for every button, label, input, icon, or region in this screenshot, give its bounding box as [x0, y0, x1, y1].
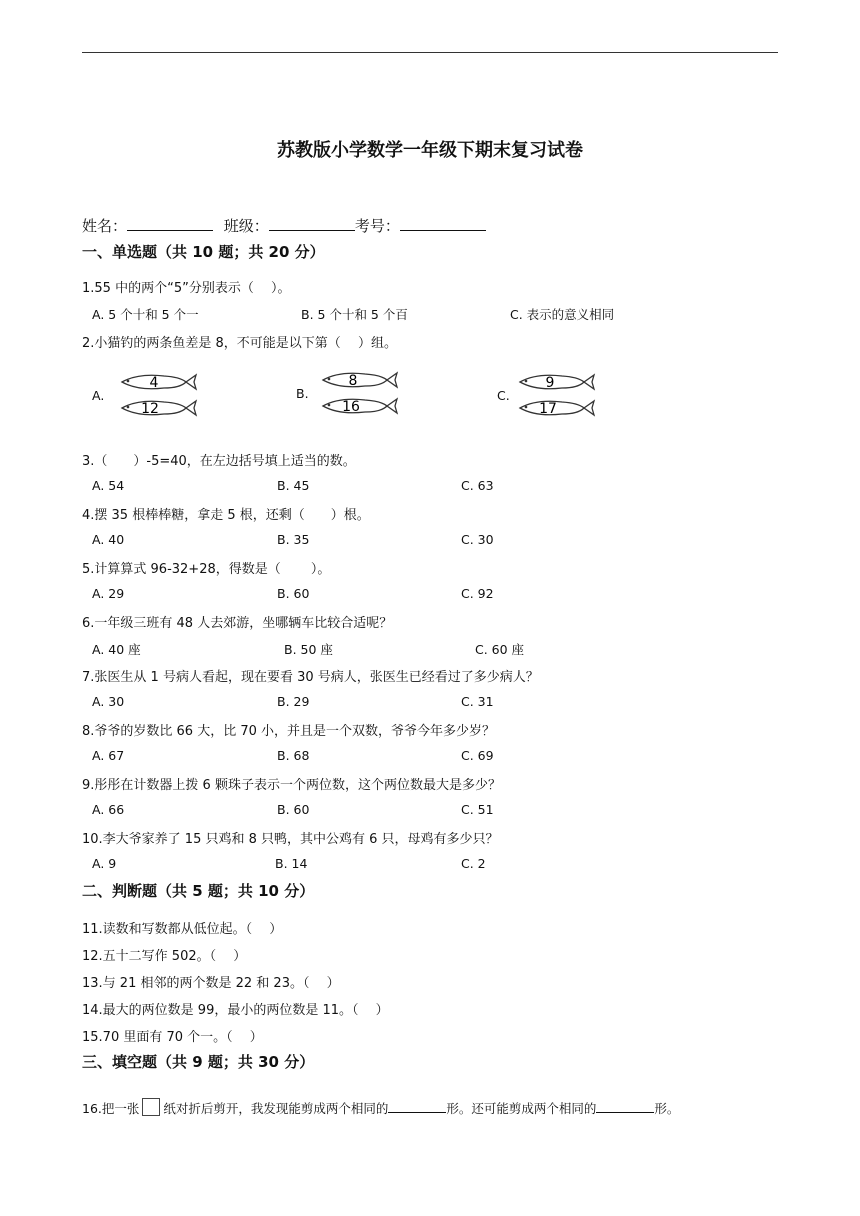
q16-text: 形。 [654, 1101, 680, 1116]
fish-number: 9 [545, 375, 555, 391]
question-text: 3.（ ）-5=40，在左边括号填上适当的数。 [82, 454, 356, 469]
fish-icon [516, 372, 596, 392]
question-text: 5.计算算式 96-32+28，得数是（ ）。 [82, 562, 331, 577]
question-text: 8.爷爷的岁数比 66 大，比 70 小，并且是一个双数，爷爷今年多少岁？ [82, 724, 496, 739]
option-c: C. 63 [461, 478, 494, 493]
answer-blank[interactable] [596, 1098, 654, 1113]
q16-text: 16.把一张 [82, 1101, 140, 1116]
option-c: C. 31 [461, 694, 494, 709]
option-a: A. 40 座 [92, 642, 141, 657]
fish-icon [516, 398, 596, 418]
fish-option-a [92, 372, 198, 418]
square-paper-icon [142, 1098, 160, 1116]
option-b: B. 5 个十和 5 个百 [301, 307, 408, 322]
option-c: C. [497, 387, 510, 403]
fish-number: 4 [149, 375, 159, 391]
question-text: 7.张医生从 1 号病人看起，现在要看 30 号病人，张医生已经看过了多少病人？ [82, 670, 539, 685]
option-a: A. [92, 387, 105, 403]
option-a: A. 67 [92, 748, 125, 763]
fish-icon [118, 398, 198, 418]
option-a: A. 29 [92, 586, 125, 601]
option-a: A. 66 [92, 802, 125, 817]
header-rule [82, 52, 778, 53]
q16-text: 形。还可能剪成两个相同的 [446, 1101, 597, 1116]
question-text: 15.70 里面有 70 个一。（ ） [82, 1030, 263, 1045]
question-text [82, 1098, 679, 1117]
fish-number: 8 [348, 373, 358, 389]
option-c: C. 表示的意义相同 [510, 307, 615, 322]
option-b: B. [296, 385, 309, 401]
option-b: B. 60 [277, 802, 310, 817]
question-text: 9.彤彤在计数器上拨 6 颗珠子表示一个两位数，这个两位数最大是多少？ [82, 778, 501, 793]
option-a: A. 5 个十和 5 个一 [92, 307, 199, 322]
option-c: C. 30 [461, 532, 494, 547]
option-c: C. 60 座 [475, 642, 525, 657]
option-c: C. 92 [461, 586, 494, 601]
section-title: 二、判断题（共 5 题；共 10 分） [82, 882, 315, 900]
fish-number: 12 [141, 401, 160, 417]
question-text: 14.最大的两位数是 99，最小的两位数是 11。（ ） [82, 1003, 389, 1018]
fish-option-b [296, 370, 399, 416]
q16-text: 纸对折后剪开，我发现能剪成两个相同的 [163, 1101, 389, 1116]
fish-icon [319, 370, 399, 390]
question-text: 1.55 中的两个“5”分别表示（ ）。 [82, 281, 291, 296]
fish-icon [319, 396, 399, 416]
option-c: C. 2 [461, 856, 486, 871]
answer-blank[interactable] [388, 1098, 446, 1113]
section-title: 三、填空题（共 9 题；共 30 分） [82, 1053, 315, 1071]
id-label: 考号： [354, 217, 400, 235]
option-b: B. 14 [275, 856, 308, 871]
option-a: A. 9 [92, 856, 117, 871]
fish-option-c [497, 372, 596, 418]
id-blank[interactable] [400, 216, 486, 231]
name-blank[interactable] [127, 216, 213, 231]
option-a: A. 40 [92, 532, 125, 547]
option-b: B. 68 [277, 748, 310, 763]
question-text: 11.读数和写数都从低位起。（ ） [82, 922, 283, 937]
question-text: 2.小猫钓的两条鱼差是 8，不可能是以下第（ ）组。 [82, 336, 397, 351]
fish-number: 17 [538, 401, 557, 417]
page-title: 苏教版小学数学一年级下期末复习试卷 [277, 140, 583, 161]
fish-number: 16 [341, 399, 360, 415]
class-blank[interactable] [269, 216, 355, 231]
option-b: B. 50 座 [284, 642, 333, 657]
class-label: 班级： [223, 217, 269, 235]
option-b: B. 45 [277, 478, 310, 493]
option-a: A. 54 [92, 478, 125, 493]
question-text: 10.李大爷家养了 15 只鸡和 8 只鸭，其中公鸡有 6 只，母鸡有多少只？ [82, 832, 499, 847]
option-b: B. 60 [277, 586, 310, 601]
question-text: 6.一年级三班有 48 人去郊游，坐哪辆车比较合适呢？ [82, 616, 393, 631]
option-b: B. 29 [277, 694, 310, 709]
question-text: 4.摆 35 根棒棒糖，拿走 5 根，还剩（ ）根。 [82, 508, 370, 523]
section-title: 一、单选题（共 10 题；共 20 分） [82, 243, 325, 261]
question-text: 12.五十二写作 502。（ ） [82, 949, 247, 964]
question-text: 13.与 21 相邻的两个数是 22 和 23。（ ） [82, 976, 340, 991]
name-label: 姓名： [82, 217, 128, 235]
option-c: C. 51 [461, 802, 494, 817]
option-b: B. 35 [277, 532, 310, 547]
option-a: A. 30 [92, 694, 125, 709]
fish-icon [118, 372, 198, 392]
student-info-line [82, 215, 486, 236]
option-c: C. 69 [461, 748, 494, 763]
